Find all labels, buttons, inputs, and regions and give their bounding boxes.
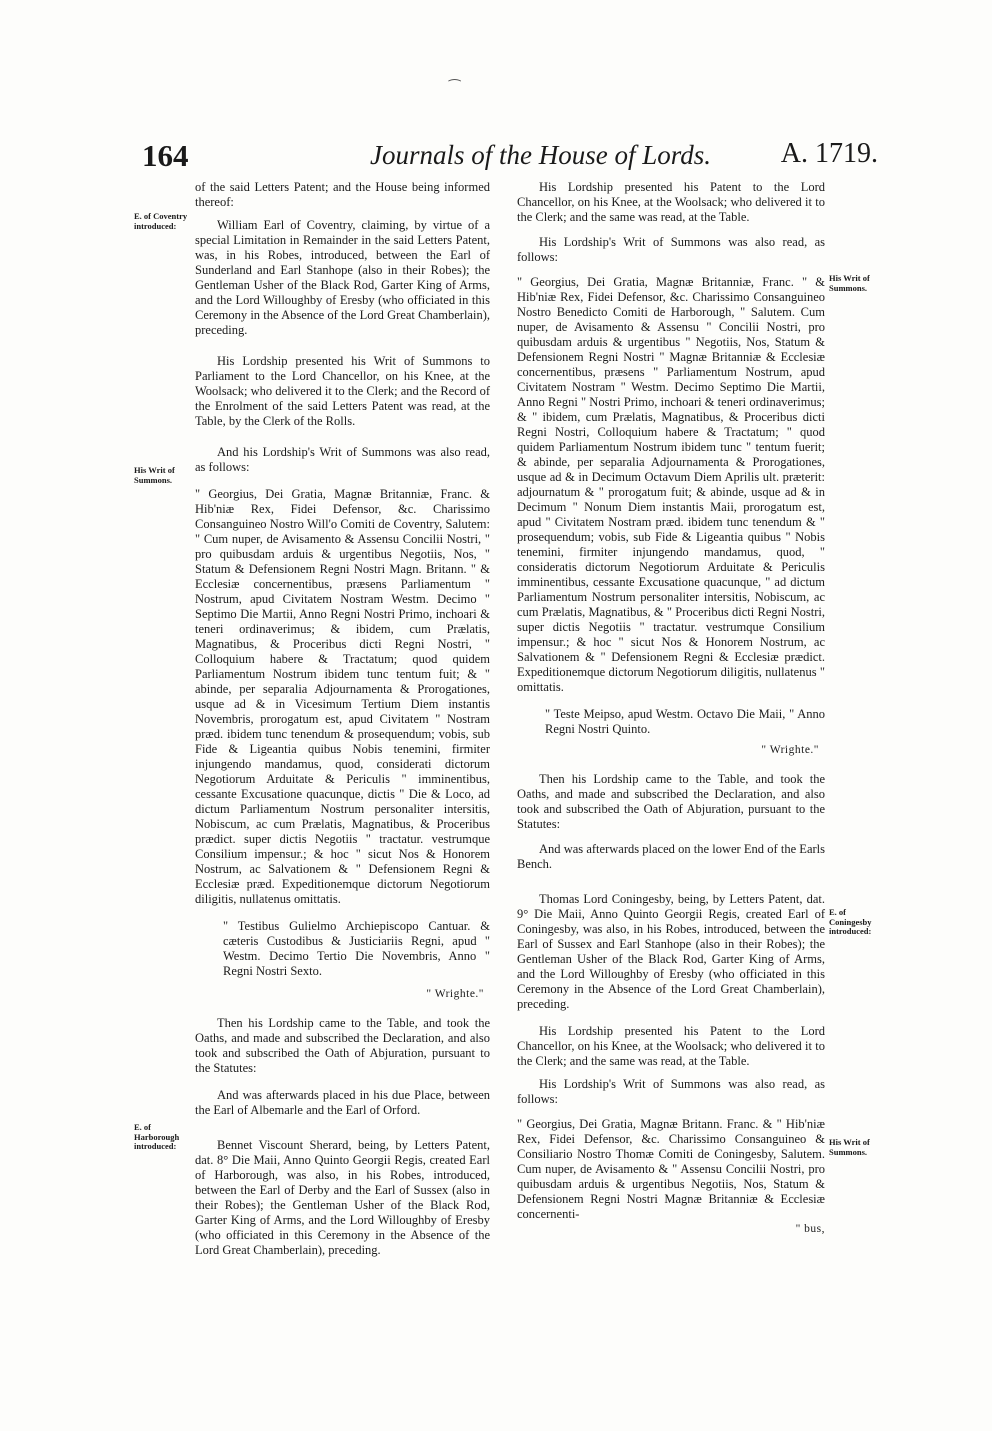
paragraph: His Lordship presented his Writ of Summons to Parliament to the Lord Chancellor, on his Knee, at the Woolsack; who delivered it to the Clerk; and the Record of the Enrolment of the said Letters Patent was read, at the Table, by the Clerk of the Rolls. [195, 354, 490, 428]
paragraph: of the said Letters Patent; and the House being informed thereof: [195, 180, 490, 209]
paragraph: Bennet Viscount Sherard, being, by Letters Patent, dat. 8° Die Maii, Anno Quinto Georgii Regis, created Earl of Harborough, was also, in his Robes, introduced, between the Earl of Derby and the Earl of Sussex (also in their Robes); the Gentleman Usher of the Black Rod, Garter King of Arms, and the Lord Willoughby of Eresby (who officiated in this Ceremony in the Absence of the Lord Great Chamberlain), preceding. [195, 1138, 490, 1257]
left-column [195, 180, 490, 1258]
margin-note-coventry: E. of Coventry introduced: [134, 211, 188, 231]
paragraph: Then his Lordship came to the Table, and took the Oaths, and made and subscribed the Declaration, and also took and subscribed the Oath of Abjuration, pursuant to the Statutes: [517, 772, 825, 831]
paragraph: His Lordship presented his Patent to the Lord Chancellor, on his Knee, at the Woolsack; who delivered it to the Clerk; and the same was read, at the Table. [517, 180, 825, 224]
paragraph: William Earl of Coventry, claiming, by virtue of a special Limitation in Remainder in the said Letters Patent, was, in his Robes, introduced, between the Earl of Sunderland and Earl Stanhope (also in their Robes); the Gentleman Usher of the Black Rod, Garter King of Arms, and the Lord Willoughby of Eresby (who officiated in this Ceremony in the Absence of the Lord Great Chamberlain), preceding. [195, 218, 490, 337]
paragraph: His Lordship presented his Patent to the Lord Chancellor, on his Knee, at the Woolsack; who delivered it to the Clerk; and the same was read, at the Table. [517, 1024, 825, 1068]
paragraph: Thomas Lord Coningesby, being, by Letters Patent, dat. 9° Die Maii, Anno Quinto Georgii Regis, created Earl of Coningesby, was also, in his Robes, introduced, between the Earl of Sussex and Earl Stanhope (also in their Robes); the Gentleman Usher of the Black Rod, Garter King of Arms, and the Lord Willoughby of Eresby (who officiated in this Ceremony in the Absence of the Lord Great Chamberlain), preceding. [517, 892, 825, 1011]
paragraph: Then his Lordship came to the Table, and took the Oaths, and made and subscribed the Declaration, and also took and subscribed the Oath of Abjuration, pursuant to the Statutes: [195, 1016, 490, 1075]
writ-text: " Georgius, Dei Gratia, Magnæ Britann. Franc. & " Hib'niæ Rex, Fidei Defensor, &c. Charissimo Consanguineo & Consiliario Nostro Thomæ Comiti de Coningesby, Salutem. Cum nuper, de Avisamento & " Assensu Concilii Nostri, pro quibusdam arduis & urgentibus Negotiis, Nos, Statum & Defensionem Regni Nostri Magnæ Britanniæ & Ecclesiæ concernenti- [517, 1117, 825, 1221]
margin-note-writ: His Writ of Summons. [134, 465, 175, 485]
journal-title: Journals of the House of Lords. [370, 140, 712, 170]
paragraph: And his Lordship's Writ of Summons was also read, as follows: [195, 445, 490, 474]
margin-note-harborough: E. of Harborough introduced: [134, 1122, 180, 1151]
writ-text: " Georgius, Dei Gratia, Magnæ Britanniæ, Franc. & Hib'niæ Rex, Fidei Defensor, &c. Charissimo Consanguineo Nostro Will'o Comiti de Coventry, Salutem: " Cum nuper, de Avisamento & Assensu Concilii Nostri, " pro quibusdam arduis & urgentibus Negotiis, Nos, " Statum & Defensionem Regni Nostri Magn. Britann. " & Ecclesiæ concernentibus, præsens Parliamentum " Nostrum, apud Civitatem Nostram Westm. Decimo " Septimo Die Martii, Anno Regni Nostri Primo, inchoari & teneri ordinaverimus; & ibidem, cum Prælatis, Magnatibus, & Proceribus dicti Regni Nostri, " Colloquium habere & Tractatum; quod quidem Parliamentum Nostrum ibidem tunc tentum fuit; & " abinde, per separalia Adjournamenta & Prorogationes, usque ad & in Vicesimum Tertium Diem instantis Novembris, prorogatum est, apud Civitatem " Nostram præd. ibidem tunc tenendum & prosequendum; vobis, sub Fide & Ligeantia quibus Nobis tenemini, firmiter injungendo mandamus, quod, considerati dictorum Negotiorum Arduitate & Periculis " imminentibus, cessante Excusatione quacunque, dictis " Die & Loco, ad dictum Parliamentum Nostrum personaliter intersitis, Nobiscum, ac cum Prælatis, Magnatibus, & Proceribus prædict. super dictis Negotiis " tractatur. vestrumque Consilium impensur.; & hoc " sicut Nos & Honorem Nostrum, ac Salvationem & " Defensionem Regni & Ecclesiæ præd. Expeditionemque dictorum Negotiorum diligitis, nullatenus omittatis. [195, 487, 490, 906]
margin-note-writ: His Writ of Summons. [829, 1137, 870, 1157]
paragraph: His Lordship's Writ of Summons was also read, as follows: [517, 235, 825, 264]
signature: " Wrighte." [761, 744, 819, 756]
ornament-mark: ⁀ [449, 81, 461, 96]
margin-note-coningesby: E. of Coningesby introduced: [829, 907, 872, 936]
paragraph: His Lordship's Writ of Summons was also read, as follows: [517, 1077, 825, 1106]
paragraph: And was afterwards placed on the lower End of the Earls Bench. [517, 842, 825, 871]
writ-text: " Georgius, Dei Gratia, Magnæ Britanniæ, Franc. " & Hib'niæ Rex, Fidei Defensor, &c. Charissimo Consanguineo Nostro Benedicto Comiti de Harborough, " Salutem. Cum nuper, de Avisamento & Assensu " Concilii Nostri, pro quibusdam arduis & urgentibus " Negotiis, Nos, Statum & Defensionem Regni Nostri " Magnæ Britanniæ & Ecclesiæ concernentibus, præsens " Parliamentum Nostrum, apud Civitatem Nostram " Westm. Decimo Septimo Die Martii, Anno Regni " Nostri Primo, inchoari & teneri ordinaverimus; & " ibidem, cum Prælatis, Magnatibus, & Proceribus dicti Regni Nostri, Colloquium habere & Tractatum; " quod quidem Parliamentum Nostrum ibidem tunc " tentum fuerit; & abinde, per separalia Adjournamenta & Prorogationes, usque ad & in Decimum Octavum Diem Aprilis ult. præterit: adjournatum & " prorogatum fuit; & abinde, usque ad & in Decimum " Nonum Diem instantis Maii, prorogatum est, apud " Civitatem Nostram præd. ibidem tunc tenendum & " prosequendum; vobis, sub Fide & Ligeantia quibus " Nobis tenemini, firmiter injungendo mandamus, quod, " consideratis dictorum Negotiorum Arduitate & Periculis imminentibus, cessante Excusatione quacunque, " ad dictum Parliamentum Nostrum personaliter intersitis, Nobiscum, ac cum Prælatis, Magnatibus, & " Proceribus dicti Regni Nostri, super dictis Negotiis " tractatur. vestrumque Consilium impensur.; & hoc " sicut Nos & Honorem Nostrum, ac Salvationem & " Defensionem Regni & Ecclesiæ prædict. Expeditionemque dictorum Negotiorum diligitis, nullatenus " omittatis. [517, 275, 825, 694]
right-column [517, 180, 825, 1237]
page-number: 164 [142, 138, 189, 173]
catchword: " bus, [795, 1223, 825, 1235]
margin-note-writ: His Writ of Summons. [829, 273, 870, 293]
signature: " Wrighte." [426, 988, 484, 1000]
paragraph: And was afterwards placed in his due Place, between the Earl of Albemarle and the Earl of Orford. [195, 1088, 490, 1117]
journal-year: A. 1719. [780, 138, 878, 169]
witness-clause: " Teste Meipso, apud Westm. Octavo Die Maii, " Anno Regni Nostri Quinto. [545, 707, 825, 736]
running-header [142, 138, 878, 178]
witness-clause: " Testibus Gulielmo Archiepiscopo Cantuar. & cæteris Custodibus & Justiciariis Regni, apud " Westm. Decimo Tertio Die Novembris, Anno " Regni Nostri Sexto. [223, 919, 490, 978]
